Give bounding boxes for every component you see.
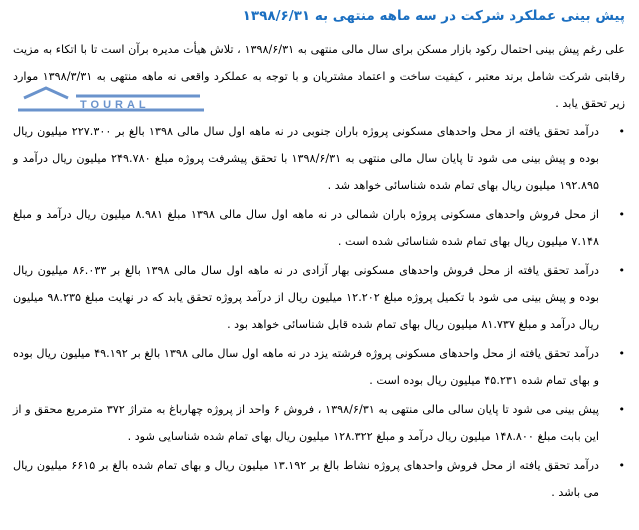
bullet-text: درآمد تحقق یافته از محل فروش واحدهای پروژه نشاط بالغ بر ۱۳.۱۹۲ میلیون ریال و بهای تمام شده بالغ بر ۶۶۱۵ میلیون ریال می باشد .: [13, 459, 599, 499]
bullet-marker: •: [618, 264, 625, 277]
bullet-text: از محل فروش واحدهای مسکونی پروژه باران شمالی در نه ماهه اول سال مالی ۱۳۹۸ مبلغ ۸.۹۸۱ میلیون ریال درآمد و مبلغ ۷.۱۴۸ میلیون ریال بهای تمام شده شناسائی شده است .: [13, 208, 599, 248]
bullet-marker: •: [618, 403, 625, 416]
bullet-marker: •: [618, 347, 625, 360]
bullet-text: درآمد تحقق یافته از محل واحدهای مسکونی پروژه باران جنوبی در نه ماهه اول سال مالی ۱۳۹۸ بالغ بر ۲۲۷.۳۰۰ میلیون ریال بوده و پیش بینی می شود تا پایان سال مالی منتهی به ۱۳۹۸/۶/۳۱ با تحقق پیشرفت پروژه مبلغ ۲۴۹.۷۸۰ میلیون ریال درآمد و ۱۹۲.۸۹۵ میلیون ریال بهای تمام شده شناسائی خواهد شد .: [13, 125, 600, 192]
intro-paragraph: علی رغم پیش بینی احتمال رکود بازار مسکن برای سال مالی منتهی به ۱۳۹۸/۶/۳۱ ، تلاش هیأت مدیره برآن است تا با اتکاء به مزیت رقابتی شرکت شامل برند معتبر ، کیفیت ساخت و اعتماد مشتریان و با توجه به عملکرد واقعی نه ماهه منتهی به ۱۳۹۸/۳/۳۱ موارد زیر تحقق یابد .: [13, 43, 625, 110]
bullet-text: درآمد تحقق یافته از محل فروش واحدهای مسکونی بهار آزادی در نه ماهه اول سال مالی ۱۳۹۸ بالغ بر ۸۶.۰۳۳ میلیون ریال بوده و پیش بینی می شود با تکمیل پروژه مبلغ ۱۲.۲۰۲ میلیون ریال از درآمد پروژه تحقق یابد که در نهایت مبلغ ۹۸.۲۳۵ میلیون ریال درآمد و مبلغ ۸۱.۷۳۷ میلیون ریال بهای تمام شده قابل شناسائی خواهد بود .: [13, 264, 599, 331]
forecast-bullet-list: [13, 118, 625, 508]
bullet-text: درآمد تحقق یافته از محل واحدهای مسکونی پروژه فرشته یزد در نه ماهه اول سال مالی ۱۳۹۸ بالغ بر ۴۹.۱۹۲ میلیون ریال بوده و بهای تمام شده ۴۵.۲۳۱ میلیون ریال بوده است .: [13, 347, 599, 387]
forecast-bullet-item: [13, 340, 625, 394]
forecast-bullet-item: [13, 257, 625, 338]
svg-text:TOURAL: TOURAL: [80, 99, 150, 111]
bullet-marker: •: [618, 459, 625, 472]
bullet-marker: •: [618, 125, 625, 138]
forecast-bullet-item: [13, 118, 625, 199]
company-logo-watermark-icon: [18, 84, 208, 114]
bullet-marker: •: [618, 208, 625, 221]
document-title: پیش بینی عملکرد شرکت در سه ماهه منتهی به ۱۳۹۸/۶/۳۱: [242, 8, 625, 24]
forecast-bullet-item: [13, 396, 625, 450]
bullet-text: پیش بینی می شود تا پایان سالی مالی منتهی به ۱۳۹۸/۶/۳۱ ، فروش ۶ واحد از پروژه چهارباغ به متراژ ۳۷۲ مترمربع محقق و از این بابت مبلغ ۱۴۸.۸۰۰ میلیون ریال درآمد و مبلغ ۱۲۸.۳۲۲ میلیون ریال بهای تمام شده شناسایی شود .: [13, 403, 600, 443]
forecast-bullet-item: [13, 201, 625, 255]
forecast-bullet-item: [13, 452, 625, 506]
